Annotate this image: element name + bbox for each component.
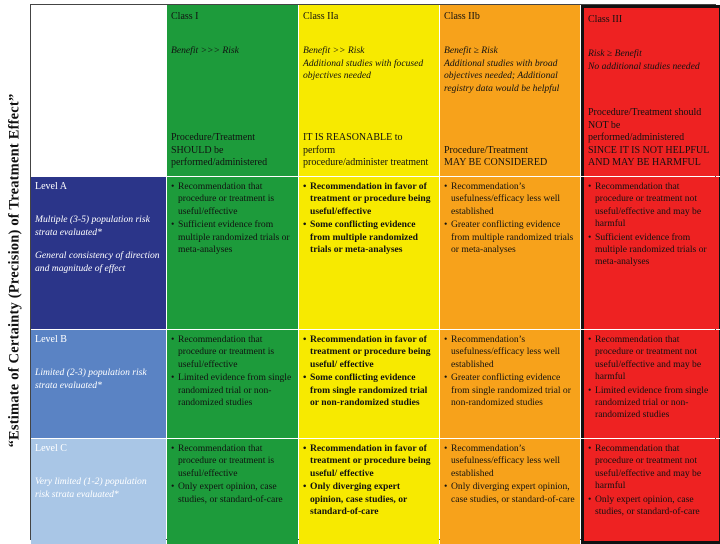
level-name: Level C bbox=[35, 443, 67, 454]
cell-a-class-iii: • Recommendation that procedure or treatment not useful/effective and may be harmful • Sufficient evidence from multiple randomized trials or meta-analyses bbox=[581, 177, 720, 329]
level-a-label bbox=[31, 177, 166, 329]
level-b-label bbox=[31, 330, 166, 438]
level-description: General consistency of direction and magnitude of effect bbox=[35, 250, 160, 275]
cell-b-class-i: • Recommendation that procedure or treatment is useful/effective • Limited evidence from single randomized trial or non-randomized studies bbox=[167, 330, 298, 438]
cell-c-class-iia: • Recommendation in favor of treatment or procedure being useful/ effective • Only diverging expert opinion, case studies, or standard-of-care bbox=[299, 439, 439, 544]
y-axis-label bbox=[0, 0, 30, 540]
class-recommendation: Procedure/Treatment should NOT be performed/administered SINCE IT IS NOT HELPFUL AND MAY BE HARMFUL bbox=[588, 107, 710, 169]
header-class-i bbox=[167, 5, 298, 176]
recommendation-table bbox=[30, 4, 716, 540]
class-recommendation: Procedure/Treatment SHOULD be performed/administered bbox=[171, 132, 268, 169]
corner-cell bbox=[31, 5, 166, 176]
class-ratio: Benefit >>> Risk bbox=[171, 45, 239, 57]
cell-a-class-iib: • Recommendation’s usefulness/efficacy less well established • Greater conflicting evidence from multiple randomized trials or meta-analyses bbox=[440, 177, 580, 329]
class-ratio: Risk ≥ Benefit No additional studies needed bbox=[588, 48, 700, 72]
header-class-iia bbox=[299, 5, 439, 176]
cell-c-class-iii: • Recommendation that procedure or treatment not useful/effective and may be harmful • Only expert opinion, case studies, or standard-of-care bbox=[581, 439, 720, 544]
class-recommendation: Procedure/Treatment MAY BE CONSIDERED bbox=[444, 144, 548, 169]
class-ratio: Benefit >> Risk Additional studies with focused objectives needed bbox=[303, 45, 424, 82]
class-name: Class IIb bbox=[444, 11, 480, 22]
level-c-label bbox=[31, 439, 166, 544]
level-description: Very limited (1-2) population risk strata evaluated* bbox=[35, 476, 147, 501]
class-name: Class I bbox=[171, 11, 199, 22]
cell-b-class-iia: • Recommendation in favor of treatment or procedure being useful/ effective • Some conflicting evidence from single randomized trial or non-randomized studies bbox=[299, 330, 439, 438]
level-description: Multiple (3-5) population risk strata evaluated* bbox=[35, 214, 150, 239]
class-recommendation: IT IS REASONABLE to perform procedure/administer treatment bbox=[303, 132, 429, 169]
cell-c-class-i: • Recommendation that procedure or treatment is useful/effective • Only expert opinion, case studies, or standard-of-care bbox=[167, 439, 298, 544]
level-name: Level B bbox=[35, 334, 67, 345]
class-name: Class III bbox=[588, 14, 623, 25]
level-description: Limited (2-3) population risk strata evaluated* bbox=[35, 367, 147, 392]
cell-a-class-i: • Recommendation that procedure or treatment is useful/effective • Sufficient evidence from multiple randomized trials or meta-analyses bbox=[167, 177, 298, 329]
header-class-iii bbox=[581, 5, 720, 176]
level-name: Level A bbox=[35, 181, 67, 192]
class-ratio: Benefit ≥ Risk Additional studies with broad objectives needed; Additional registry data would be helpful bbox=[444, 45, 560, 94]
cell-c-class-iib: • Recommendation’s usefulness/efficacy less well established • Only diverging expert opinion, case studies, or standard-of-care bbox=[440, 439, 580, 544]
cell-a-class-iia: • Recommendation in favor of treatment or procedure being useful/effective • Some conflicting evidence from multiple randomized trials or meta-analyses bbox=[299, 177, 439, 329]
cell-b-class-iib: • Recommendation’s usefulness/efficacy less well established • Greater conflicting evidence from single randomized trial or non-randomized studies bbox=[440, 330, 580, 438]
side-label-text: “Estimate of Certainty (Precision) of Treatment Effect” bbox=[6, 93, 23, 447]
cell-b-class-iii: • Recommendation that procedure or treatment not useful/effective and may be harmful • Limited evidence from single randomized trial or non-randomized studies bbox=[581, 330, 720, 438]
class-name: Class IIa bbox=[303, 11, 339, 22]
header-class-iib bbox=[440, 5, 580, 176]
